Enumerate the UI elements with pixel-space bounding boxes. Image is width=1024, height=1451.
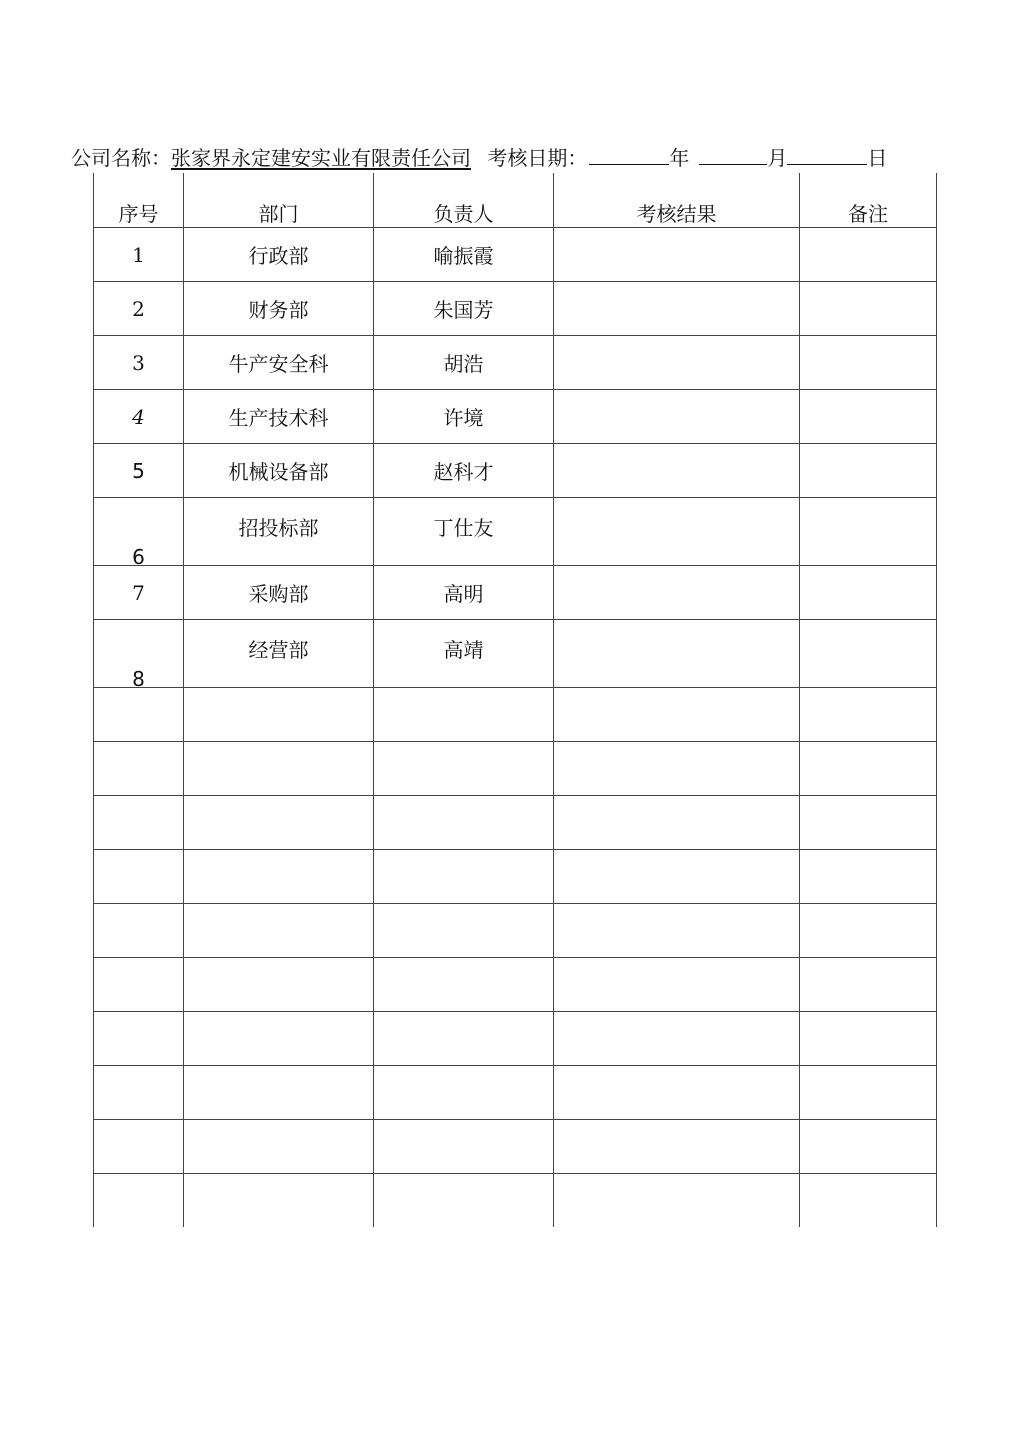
row-department: 经营部	[184, 620, 374, 688]
row-index	[94, 620, 184, 688]
table-header-row	[94, 173, 937, 228]
row-department[interactable]	[184, 1120, 374, 1174]
row-result-cell[interactable]	[554, 228, 800, 282]
company-label: 公司名称：	[71, 146, 171, 170]
empty-table-row	[94, 742, 937, 796]
row-result-cell[interactable]	[554, 1066, 800, 1120]
empty-table-row	[94, 1120, 937, 1174]
column-header-department: 部门	[184, 173, 374, 228]
row-department: 行政部	[184, 228, 374, 282]
row-index: 3	[94, 336, 184, 390]
empty-table-row	[94, 958, 937, 1012]
row-result-cell[interactable]	[554, 498, 800, 566]
row-result-cell[interactable]	[554, 566, 800, 620]
row-note-cell[interactable]	[800, 620, 937, 688]
empty-table-row	[94, 850, 937, 904]
column-header-owner: 负责人	[374, 173, 554, 228]
row-owner[interactable]	[374, 1174, 554, 1228]
row-result-cell[interactable]	[554, 1012, 800, 1066]
company-name: 张家界永定建安实业有限责任公司	[171, 146, 471, 170]
row-index: 7	[94, 566, 184, 620]
empty-table-row	[94, 1066, 937, 1120]
row-index-text: 8	[132, 667, 145, 688]
row-owner: 高靖	[374, 620, 554, 688]
column-header-result: 考核结果	[554, 173, 800, 228]
column-header-index: 序号	[94, 173, 184, 228]
year-label: 年	[669, 146, 690, 170]
row-owner[interactable]	[374, 904, 554, 958]
row-index[interactable]	[94, 1012, 184, 1066]
row-department[interactable]	[184, 1066, 374, 1120]
table-row	[94, 336, 937, 390]
column-header-note: 备注	[800, 173, 937, 228]
row-result-cell[interactable]	[554, 904, 800, 958]
row-index[interactable]	[94, 958, 184, 1012]
row-department[interactable]	[184, 742, 374, 796]
row-department[interactable]	[184, 688, 374, 742]
row-note-cell[interactable]	[800, 1174, 937, 1228]
row-note-cell[interactable]	[800, 958, 937, 1012]
row-result-cell[interactable]	[554, 796, 800, 850]
row-owner[interactable]	[374, 1066, 554, 1120]
row-department: 招投标部	[184, 498, 374, 566]
row-result-cell[interactable]	[554, 620, 800, 688]
row-index[interactable]	[94, 850, 184, 904]
row-index[interactable]	[94, 1120, 184, 1174]
row-result-cell[interactable]	[554, 336, 800, 390]
row-department[interactable]	[184, 1174, 374, 1228]
row-index: 2	[94, 282, 184, 336]
row-index: 5	[94, 444, 184, 498]
day-blank[interactable]	[787, 144, 867, 165]
row-result-cell[interactable]	[554, 444, 800, 498]
empty-table-row	[94, 904, 937, 958]
row-owner: 朱国芳	[374, 282, 554, 336]
year-blank[interactable]	[589, 144, 669, 165]
row-result-cell[interactable]	[554, 282, 800, 336]
row-note-cell[interactable]	[800, 282, 937, 336]
row-owner[interactable]	[374, 850, 554, 904]
row-owner: 丁仕友	[374, 498, 554, 566]
row-owner: 赵科才	[374, 444, 554, 498]
row-note-cell[interactable]	[800, 390, 937, 444]
row-result-cell[interactable]	[554, 390, 800, 444]
row-owner[interactable]	[374, 958, 554, 1012]
row-index[interactable]	[94, 688, 184, 742]
month-label: 月	[767, 146, 788, 170]
row-department[interactable]	[184, 958, 374, 1012]
row-department: 财务部	[184, 282, 374, 336]
assessment-table	[93, 173, 937, 1227]
row-note-cell[interactable]	[800, 850, 937, 904]
row-owner: 喻振霞	[374, 228, 554, 282]
row-result-cell[interactable]	[554, 1174, 800, 1228]
row-owner[interactable]	[374, 796, 554, 850]
table-row	[94, 566, 937, 620]
row-owner[interactable]	[374, 1012, 554, 1066]
row-owner[interactable]	[374, 742, 554, 796]
row-index	[94, 498, 184, 566]
row-index: 1	[94, 228, 184, 282]
row-note-cell[interactable]	[800, 444, 937, 498]
row-index-text: 6	[132, 545, 145, 566]
row-department[interactable]	[184, 904, 374, 958]
row-index[interactable]	[94, 1174, 184, 1228]
row-note-cell[interactable]	[800, 1120, 937, 1174]
row-owner[interactable]	[374, 1120, 554, 1174]
row-department: 机械设备部	[184, 444, 374, 498]
form-header	[71, 143, 971, 173]
table-row	[94, 498, 937, 566]
empty-table-row	[94, 688, 937, 742]
row-note-cell[interactable]	[800, 566, 937, 620]
row-result-cell[interactable]	[554, 1120, 800, 1174]
row-owner: 胡浩	[374, 336, 554, 390]
row-note-cell[interactable]	[800, 1066, 937, 1120]
table-row	[94, 390, 937, 444]
row-owner[interactable]	[374, 688, 554, 742]
row-note-cell[interactable]	[800, 742, 937, 796]
row-note-cell[interactable]	[800, 904, 937, 958]
row-note-cell[interactable]	[800, 1012, 937, 1066]
row-department[interactable]	[184, 1012, 374, 1066]
row-owner: 高明	[374, 566, 554, 620]
table-row	[94, 228, 937, 282]
assessment-table-container	[93, 173, 937, 1227]
row-note-cell[interactable]	[800, 688, 937, 742]
row-result-cell[interactable]	[554, 688, 800, 742]
row-note-cell[interactable]	[800, 228, 937, 282]
table-row	[94, 444, 937, 498]
empty-table-row	[94, 796, 937, 850]
row-result-cell[interactable]	[554, 850, 800, 904]
row-note-cell[interactable]	[800, 336, 937, 390]
row-owner: 许境	[374, 390, 554, 444]
row-department: 牛产安全科	[184, 336, 374, 390]
row-index[interactable]	[94, 904, 184, 958]
row-result-cell[interactable]	[554, 958, 800, 1012]
row-department[interactable]	[184, 796, 374, 850]
table-row	[94, 282, 937, 336]
row-department: 生产技术科	[184, 390, 374, 444]
empty-table-row	[94, 1012, 937, 1066]
row-index[interactable]	[94, 742, 184, 796]
row-department[interactable]	[184, 850, 374, 904]
row-index[interactable]	[94, 1066, 184, 1120]
empty-table-row	[94, 1174, 937, 1228]
month-blank[interactable]	[699, 144, 767, 165]
row-index: 4	[94, 390, 184, 444]
row-note-cell[interactable]	[800, 498, 937, 566]
row-result-cell[interactable]	[554, 742, 800, 796]
row-note-cell[interactable]	[800, 796, 937, 850]
assessment-date-label: 考核日期：	[487, 146, 588, 170]
row-index[interactable]	[94, 796, 184, 850]
row-department: 采购部	[184, 566, 374, 620]
day-label: 日	[867, 146, 888, 170]
table-body	[94, 228, 937, 1228]
table-row	[94, 620, 937, 688]
